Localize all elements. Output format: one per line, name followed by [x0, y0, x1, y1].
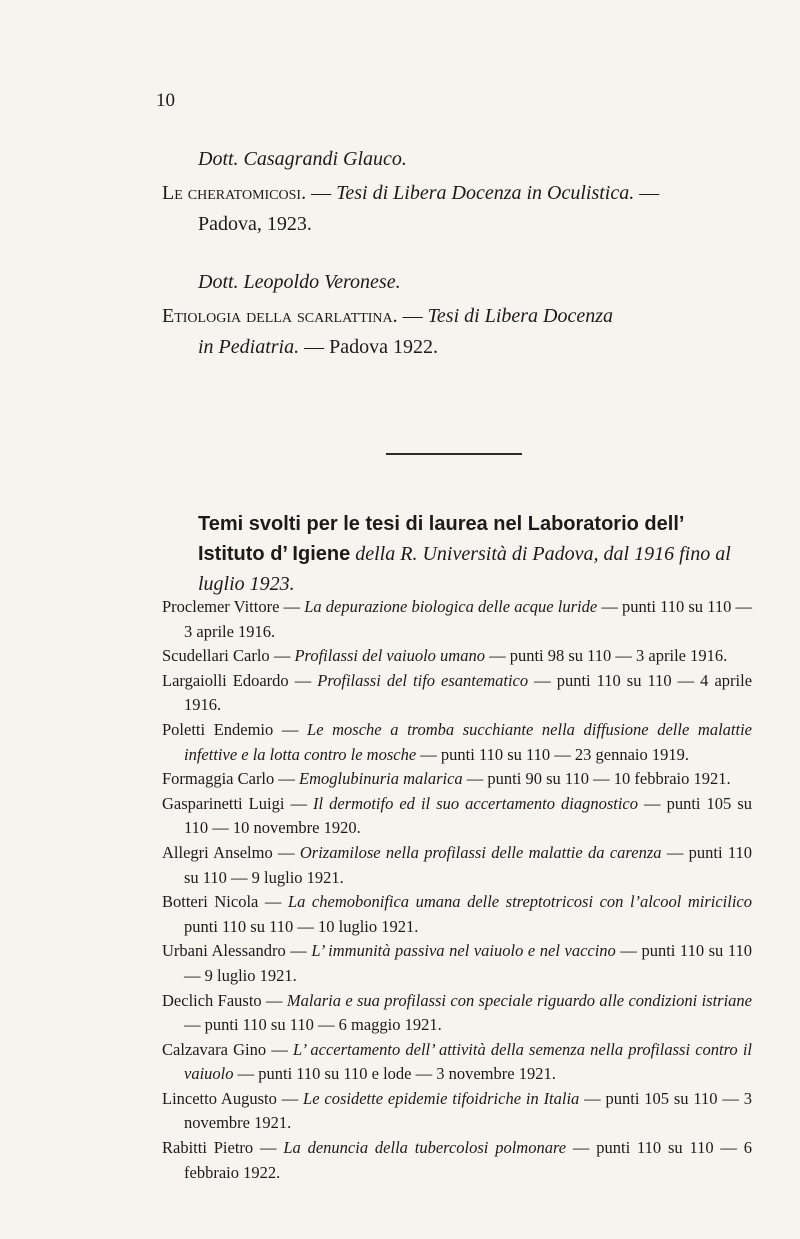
thesis-author: Allegri Anselmo [162, 842, 273, 862]
entry-title-line [162, 182, 752, 205]
thesis-grade-date: punti 110 su 110 — 6 maggio 1921. [204, 1015, 442, 1035]
thesis-item: Botteri Nicola — La chemobonifica umana delle streptotricosi con l’alcool miricilico punti 110 su 110 — 10 luglio 1921. [162, 892, 752, 936]
thesis-author: Declich Fausto [162, 990, 262, 1010]
thesis-author: Urbani Alessandro [162, 941, 286, 961]
thesis-title: Profilassi del vaiuolo umano [294, 646, 485, 666]
thesis-author: Poletti Endemio [162, 719, 274, 739]
thesis-author: Largaiolli Edoardo [162, 670, 289, 690]
thesis-author: Proclemer Vittore [162, 597, 280, 616]
thesis-title: L’ accertamento dell’ attività della semenza nella profilassi contro il vaiuolo [184, 1039, 753, 1084]
thesis-title: La chemobonifica umana delle streptotricosi con l’alcool miricilico [287, 892, 752, 912]
section-heading-bold: Temi svolti per le tesi di laurea nel Laboratorio dell’ Istituto d’ Igiene [198, 513, 684, 565]
thesis-item: Gasparinetti Luigi — Il dermotifo ed il suo accertamento diagnostico — punti 105 su 110 — 10 novembre 1920. [162, 793, 753, 838]
entry-discipline: in Pediatria. [198, 336, 300, 358]
thesis-item: Proclemer Vittore — La depurazione biologica delle acque luride — punti 110 su 110 — 3 aprile 1916. [162, 597, 752, 641]
thesis-title: Orizamilose nella profilassi delle malattie da carenza [299, 842, 662, 862]
entry-place-date [198, 336, 788, 359]
thesis-grade-date: punti 98 su 110 — 3 aprile 1916. [509, 646, 728, 666]
thesis-list [162, 595, 752, 1185]
thesis-grade-date: punti 110 su 110 e lode — 3 novembre 1921. [258, 1064, 556, 1084]
thesis-grade-date: punti 110 su 110 — 6 febbraio 1922. [184, 1138, 753, 1182]
thesis-title: Malaria e sua profilassi con speciale riguardo alle condizioni istriane [286, 990, 753, 1010]
thesis-author: Gasparinetti Luigi [162, 793, 285, 813]
thesis-grade-date: punti 110 su 110 — 3 aprile 1916. [184, 597, 752, 641]
thesis-title: La depurazione biologica delle acque luride [304, 597, 598, 616]
thesis-grade-date: punti 110 su 110 — 4 aprile 1916. [184, 670, 753, 715]
thesis-author: Calzavara Gino [162, 1039, 267, 1059]
separator: — [634, 182, 660, 204]
thesis-grade-date: punti 110 su 110 — 9 luglio 1921. [184, 842, 753, 887]
thesis-author: Scudellari Carlo [162, 646, 270, 666]
thesis-grade-date: punti 105 su 110 — 3 novembre 1921. [184, 1088, 752, 1133]
entry-title: Le cheratomicosi. [162, 182, 307, 204]
thesis-grade-date: punti 110 su 110 — 23 gennaio 1919. [440, 744, 690, 764]
thesis-item: Scudellari Carlo — Profilassi del vaiuolo umano — punti 98 su 110 — 3 aprile 1916. [162, 646, 728, 666]
entry-author: Dott. Leopoldo Veronese. [198, 271, 401, 293]
separator: — [397, 305, 428, 327]
entry-tesi: Tesi di Libera Docenza [427, 305, 614, 327]
thesis-title: Emoglubinuria malarica [299, 769, 463, 789]
thesis-item: Rabitti Pietro — La denuncia della tubercolosi polmonare — punti 110 su 110 — 6 febbraio 1922. [162, 1138, 753, 1182]
thesis-item: Lincetto Augusto — Le cosidette epidemie tifoidriche in Italia — punti 105 su 110 — 3 novembre 1921. [162, 1088, 752, 1133]
section-heading-italic: della R. Università di Padova, dal 1916 fino al luglio 1923. [198, 543, 731, 595]
thesis-item: Formaggia Carlo — Emoglubinuria malarica — punti 90 su 110 — 10 febbraio 1921. [162, 769, 731, 789]
thesis-author: Lincetto Augusto [162, 1088, 277, 1108]
thesis-title: Le cosidette epidemie tifoidriche in Italia [303, 1088, 580, 1108]
entry-title: Etiologia della scarlattina. [162, 305, 398, 327]
thesis-item: Declich Fausto — Malaria e sua profilassi con speciale riguardo alle condizioni istriane — punti 110 su 110 — 6 maggio 1921. [162, 990, 753, 1035]
section-heading [198, 509, 754, 599]
entry-title-line [162, 305, 752, 328]
thesis-title: La denuncia della tubercolosi polmonare [283, 1138, 567, 1158]
thesis-author: Formaggia Carlo [162, 769, 275, 789]
divider-rule [386, 453, 522, 455]
thesis-grade-date: punti 105 su 110 — 10 novembre 1920. [184, 793, 753, 838]
thesis-grade-date: punti 110 su 110 — 10 luglio 1921. [184, 916, 419, 936]
entry-tesi: Tesi di Libera Docenza in Oculistica. [336, 182, 635, 204]
thesis-title: Le mosche a tromba succhiante nella diffusione delle malattie infettive e la lotta contro le mosche [184, 719, 752, 764]
thesis-item: Allegri Anselmo — Orizamilose nella profilassi delle malattie da carenza — punti 110 su 110 — 9 luglio 1921. [162, 842, 753, 887]
thesis-grade-date: punti 90 su 110 — 10 febbraio 1921. [487, 769, 731, 789]
thesis-item: Largaiolli Edoardo — Profilassi del tifo esantematico — punti 110 su 110 — 4 aprile 1916. [162, 670, 753, 715]
entry-place-date: Padova, 1923. [198, 213, 312, 235]
entry-place-date-text: — Padova 1922. [299, 336, 438, 358]
thesis-title: L’ immunità passiva nel vaiuolo e nel vaccino [311, 941, 616, 961]
thesis-item: Urbani Alessandro — L’ immunità passiva nel vaiuolo e nel vaccino — punti 110 su 110 — 9 luglio 1921. [162, 941, 753, 985]
thesis-item: Poletti Endemio — Le mosche a tromba succhiante nella diffusione delle malattie infettive e la lotta contro le mosche — punti 110 su 110 — 23 gennaio 1919. [162, 719, 752, 764]
thesis-title: Profilassi del tifo esantematico [317, 670, 529, 690]
separator: — [306, 182, 337, 204]
thesis-author: Botteri Nicola [162, 892, 259, 912]
entry-author: Dott. Casagrandi Glauco. [198, 148, 407, 170]
thesis-grade-date: punti 110 su 110 — 9 luglio 1921. [184, 941, 753, 985]
thesis-author: Rabitti Pietro [162, 1138, 254, 1158]
thesis-item: Calzavara Gino — L’ accertamento dell’ attività della semenza nella profilassi contro il vaiuolo — punti 110 su 110 e lode — 3 novembre 1921. [162, 1039, 753, 1084]
page-number: 10 [156, 90, 175, 111]
thesis-title: Il dermotifo ed il suo accertamento diagnostico [313, 793, 638, 813]
